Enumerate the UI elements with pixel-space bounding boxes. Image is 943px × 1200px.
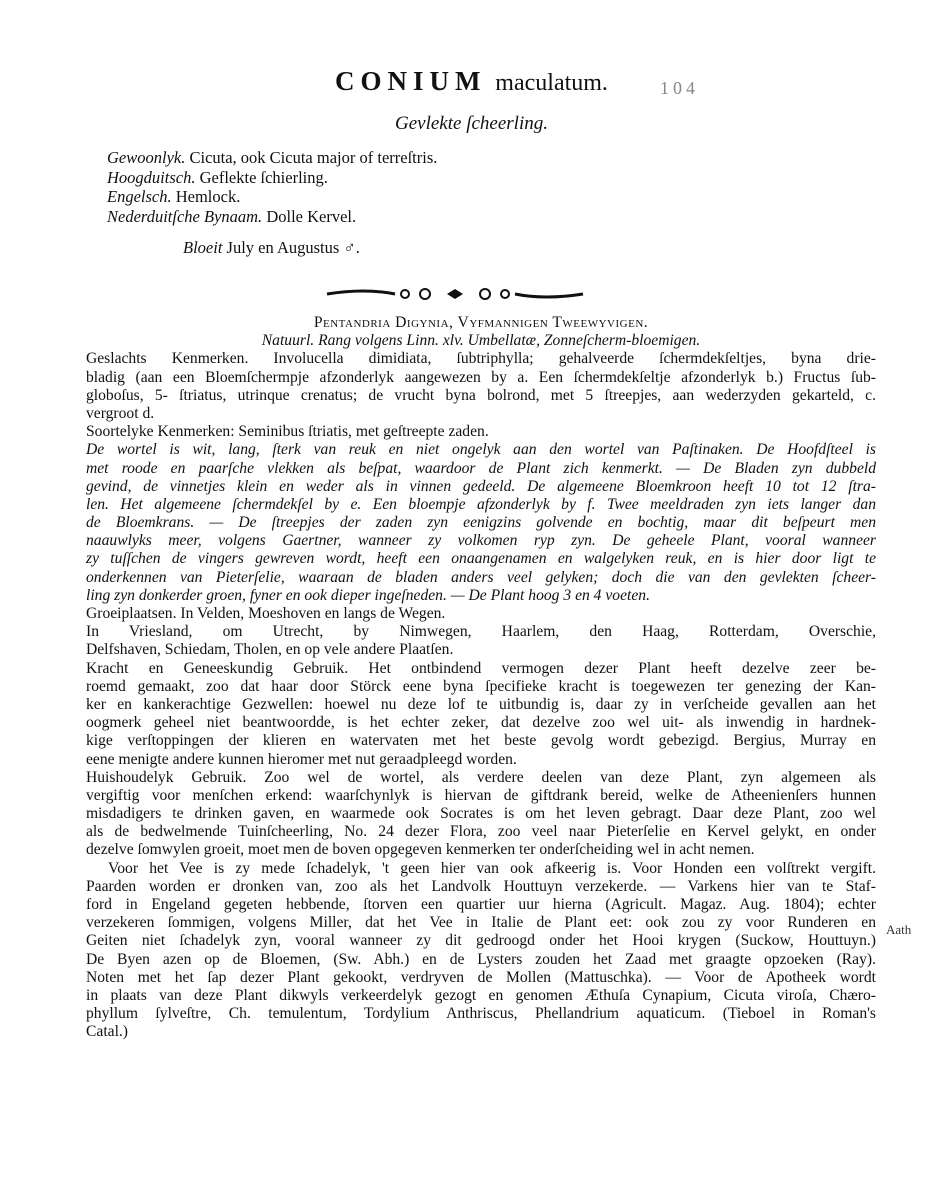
text-line: kige verſtoppingen der klieren en watervaten met het beste gevolg wordt gebezigd. Bergius, Murray en [86, 732, 876, 750]
text-line: De wortel is wit, lang, ſterk van reuk en niet ongelyk aan den wortel van Paſtinaken. De Hoofdſteel is [86, 441, 876, 459]
text-line: dezelve ſomwylen groeit, moet men de boven opgegeven kenmerken ter onderſcheiding wel in acht nemen. [86, 841, 755, 859]
text-line: De Byen azen op de Bloemen, (Sw. Abh.) en de Lysters zouden het Zaad met graagte opzoeken (Ray). [86, 950, 876, 968]
text-line: Geslachts Kenmerken. Involucella dimidiata, ſubtriphylla; gehalveerde ſchermdekſeltjes, byna drie- [86, 350, 876, 368]
text-line: gevind, de vinnetjes klein en weder als in vinnen gedeeld. De algemeene Bloemkroon heeft 10 tot 12 ſtra- [86, 477, 876, 495]
name-row [107, 168, 437, 188]
genus-name: CONIUM [335, 66, 487, 96]
name-row [107, 148, 437, 168]
classification-line: Pentandria Digynia, Vyfmannigen Tweewyvigen. [313, 314, 649, 331]
description-body [86, 314, 876, 1042]
name-label: Engelsch. [107, 187, 172, 206]
text-line: Kracht en Geneeskundig Gebruik. Het ontbindend vermogen dezer Plant heeft dezelve zeer be- [86, 659, 876, 677]
classification-line: Natuurl. Rang volgens Linn. xlv. Umbellatæ, Zonneſcherm-bloemigen. [261, 332, 701, 350]
text-line: Huishoudelyk Gebruik. Zoo wel de wortel, als verdere deelen van deze Plant, zyn algemeen als [86, 768, 876, 786]
text-line: ling zyn donkerder groen, fyner en ook dieper ingeſneden. — De Plant hoog 3 en 4 voeten. [86, 586, 650, 604]
name-value: Cicuta, ook Cicuta major of terreſtris. [189, 148, 438, 167]
text-line: ford in Engeland gegeten hebbende, ſtorven een quartier uur hierna (Agricult. Magaz. Aug. 1804); echter [86, 896, 876, 913]
text-line: verzekeren ſommigen, volgens Miller, dat het Vee in Italie de Plant eet: ook zou zy voor Runderen en [86, 914, 876, 932]
name-row [107, 187, 437, 207]
name-label: Nederduitſche Bynaam. [107, 206, 263, 226]
dutch-common-name: Gevlekte ſcheerling. [395, 113, 548, 134]
text-line: Groeiplaatsen. In Velden, Moeshoven en langs de Wegen. [86, 605, 446, 622]
text-line: Delfshaven, Schiedam, Tholen, en op vele andere Plaatſen. [86, 641, 454, 659]
text-line: Catal.) [86, 1023, 128, 1041]
text-line: globoſus, 5- ſtriatus, utrinque crenatus; de vrucht byna bolrond, met 5 ſtreepjes, aan wederzyden gekarteld, c. [86, 386, 876, 404]
text-line: met roode en paarſche vlekken als beſpat, waardoor de Plant zich kenmerkt. — De Bladen zyn dubbeld [86, 459, 876, 477]
text-line: len. Het algemeene ſchermdekſel by e. Een bloempje afzonderlyk by f. Twee meeldraden zyn iets langer dan [86, 495, 876, 513]
text-line: de Bloemkrans. — De ſtreepjes der zaden zyn eenigzins golvende en bochtig, maar dit beſpeurt men [86, 514, 876, 532]
text-line: eene menigte andere kunnen hieromer met nut geraadpleegd worden. [86, 750, 517, 768]
decorative-divider [325, 286, 585, 302]
margin-annotation: Aath [886, 922, 912, 937]
species-name: maculatum. [495, 70, 608, 96]
text-line: vergroot d. [86, 404, 155, 422]
text-line: roemd gemaakt, zoo dat haar door Störck eene byna ſpecifieke kracht is toegewezen ter genezing der Kan- [86, 677, 876, 695]
text-line: misdadigers te drinken gaven, en waarmede ook Socrates is om het leven gebragt. Daar deze Plant, zoo wel [86, 805, 876, 823]
text-line: in plaats van deze Plant dikwyls verkeerdelyk gezogt en genomen Æthuſa Cynapium, Cicuta viroſa, Chæro- [86, 986, 876, 1004]
text-line: Soortelyke Kenmerken: Seminibus ſtriatis, met geſtreepte zaden. [86, 423, 489, 441]
text-line: In Vriesland, om Utrecht, by Nimwegen, Haarlem, den Haag, Rotterdam, Overschie, [86, 623, 876, 641]
bloeit-value: July en Augustus [226, 238, 340, 257]
vernacular-names [107, 148, 437, 226]
text-line: naauwlyks meer, volgens Gaertner, wanneer zy volkomen ryp zyn. De geheele Plant, vooral wanneer [86, 532, 876, 550]
bloeit-label: Bloeit [183, 238, 223, 257]
text-line: Voor het Vee is zy mede ſchadelyk, 't geen hier van ook afkeerig is. Voor Honden een volſtrekt vergift. [108, 859, 876, 877]
name-value: Hemlock. [175, 187, 241, 206]
name-value: Geflekte ſchierling. [199, 167, 328, 187]
text-line: als de bedwelmende Tuinſcheerling, No. 24 dezer Flora, zoo veel naar Pieterſelie en Kervel gelykt, en onder [86, 823, 876, 841]
name-label: Gewoonlyk. [107, 148, 186, 167]
perennial-symbol: ♂. [343, 238, 360, 257]
text-line: onderkennen van Pieterſelie, waaraan de bladen anders veel gelyken; doch die van den gevlekten ſcheer- [86, 568, 876, 586]
page-title [0, 66, 943, 97]
flowering-period [183, 238, 360, 258]
text-line: Noten met het ſap dezer Plant gekookt, verdryven de Mollen (Mattuschka). — Voor de Apotheek wordt [86, 968, 876, 986]
text-line: ker en kankerachtige Gezwellen: hoewel nu deze lof te uitbundig is, daar zy in verſcheide gevallen aan het [86, 695, 876, 713]
text-line: vergiftig voor menſchen erkend: waarſchynlyk is hiervan de giftdrank bereid, welke de Atheenienſers hunnen [86, 786, 876, 804]
name-label: Hoogduitsch. [107, 167, 196, 187]
text-line: oogmerk geheel niet beantwoordde, is het echter zeker, dat dezelve zoo wel uit- als inwendig in hardnek- [86, 714, 876, 732]
handwritten-page-number: 104 [660, 78, 699, 98]
text-line: Paarden worden er dronken van, zoo als het Landvolk Houttuyn verzekerde. — Varkens hier van te Staf- [86, 877, 876, 895]
name-value: Dolle Kervel. [266, 206, 357, 226]
text-line: Geiten niet ſchadelyk zyn, vooral wanneer zy dit gedroogd onder het Hooi krygen (Suckow, Houttuyn.) [86, 932, 876, 950]
text-line: bladig (aan een Bloemſchermpje afzonderlyk aangewezen by a. Een ſchermdekſeltje afzonderlyk b.) Fructus ſub- [86, 368, 876, 386]
text-line: zy tuſſchen de vingers gewreven wordt, heeft een onaangenamen en walgelyken reuk, en is hier door ligt te [86, 550, 876, 568]
text-line: phyllum ſylveſtre, Ch. temulentum, Tordylium Anthriscus, Phellandrium aquaticum. (Tieboel in Roman's [86, 1005, 876, 1023]
name-row [107, 207, 437, 227]
